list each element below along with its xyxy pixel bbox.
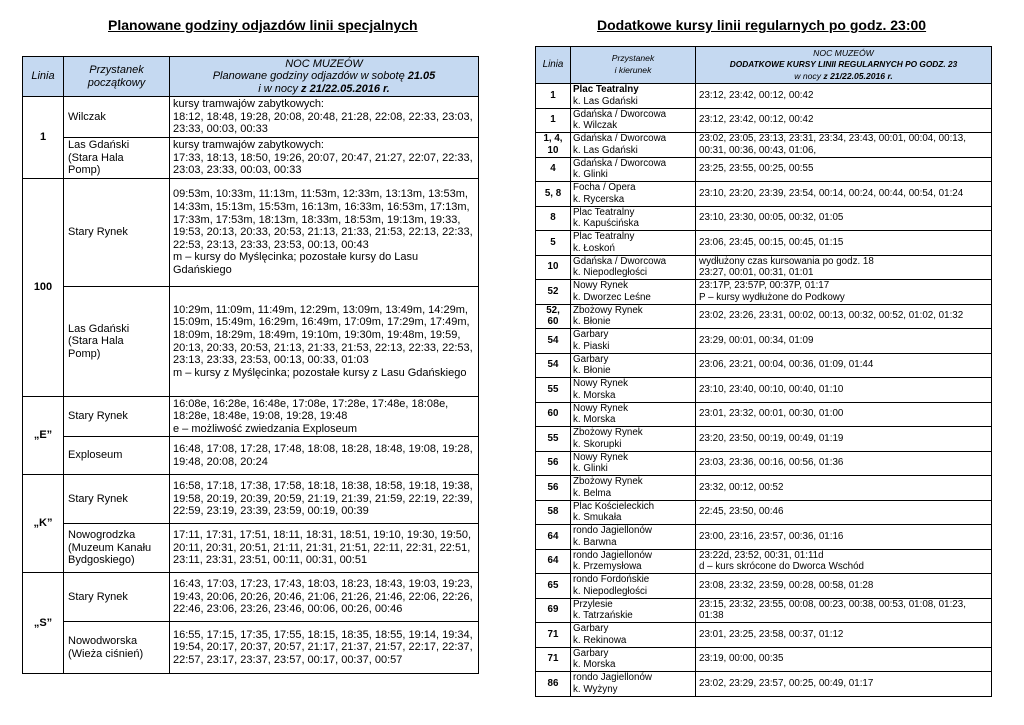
stop-direction: Garbary k. Morska (571, 647, 696, 672)
departure-times: 23:06, 23:21, 00:04, 00:36, 01:09, 01:44 (696, 353, 992, 378)
extra-course-row (536, 182, 992, 207)
start-stop: Nowogrodzka (Muzeum Kanału Bydgoskiego) (64, 524, 170, 573)
stop-direction: rondo Jagiellonów k. Wyżyny (571, 672, 696, 697)
extra-course-row (536, 451, 992, 476)
schedule-row (23, 97, 479, 138)
departure-times: 23:15, 23:32, 23:55, 00:08, 00:23, 00:38, 00:53, 01:08, 01:23, 01:38 (696, 598, 992, 623)
extra-course-row (536, 623, 992, 648)
line-number: 52 (536, 280, 571, 305)
stop-direction: Zbożowy Rynek k. Skorupki (571, 427, 696, 452)
extra-course-row (536, 574, 992, 599)
extra-course-row (536, 157, 992, 182)
line-number: 54 (536, 329, 571, 354)
stop-direction: Przylesie k. Tatrzańskie (571, 598, 696, 623)
line-number: 55 (536, 427, 571, 452)
departure-times: 23:00, 23:16, 23:57, 00:36, 01:16 (696, 525, 992, 550)
line-number: 65 (536, 574, 571, 599)
departure-times: 23:06, 23:45, 00:15, 00:45, 01:15 (696, 231, 992, 256)
regular-lines-table (535, 46, 992, 697)
right-header-times-l3: w nocy z 21/22.05.2016 r. (794, 70, 893, 81)
line-number: 86 (536, 672, 571, 697)
stop-name: Plac Teatralny (573, 84, 639, 96)
extra-course-row (536, 647, 992, 672)
start-stop: Las Gdański (Stara Hala Pomp) (64, 287, 170, 397)
departure-times: kursy tramwajów zabytkowych: 17:33, 18:13, 18:50, 19:26, 20:07, 20:47, 21:27, 22:07, 22:33, 23:03, 23:33, 00:03, 00:33 (170, 138, 479, 179)
stop-direction: Gdańska / Dworcowa k. Wilczak (571, 108, 696, 133)
schedule-row (23, 573, 479, 622)
extra-course-row (536, 206, 992, 231)
stop-direction: Nowy Rynek k. Morska (571, 378, 696, 403)
extra-course-row (536, 427, 992, 452)
stop-direction (571, 84, 696, 109)
stop-direction: Gdańska / Dworcowa k. Niepodległości (571, 255, 696, 280)
line-number: 1 (536, 108, 571, 133)
schedule-row (23, 524, 479, 573)
schedule-row (23, 437, 479, 475)
departure-times: 23:01, 23:32, 00:01, 00:30, 01:00 (696, 402, 992, 427)
start-stop: Exploseum (64, 437, 170, 475)
line-number: „E” (23, 397, 64, 475)
schedule-row (23, 397, 479, 437)
line-number: 69 (536, 598, 571, 623)
right-header-stop: Przystanek i kierunek (571, 47, 696, 84)
departure-times: 23:19, 00:00, 00:35 (696, 647, 992, 672)
schedule-row (23, 287, 479, 397)
line-number: „K” (23, 475, 64, 573)
departure-times: 23:02, 23:29, 23:57, 00:25, 00:49, 01:17 (696, 672, 992, 697)
extra-course-row (536, 353, 992, 378)
line-number: 54 (536, 353, 571, 378)
departure-times: 16:48, 17:08, 17:28, 17:48, 18:08, 18:28, 18:48, 19:08, 19:28, 19:48, 20:08, 20:24 (170, 437, 479, 475)
departure-times: 23:32, 00:12, 00:52 (696, 476, 992, 501)
start-stop: Stary Rynek (64, 397, 170, 437)
line-number: 1, 4, 10 (536, 133, 571, 158)
right-header-line: Linia (536, 47, 571, 84)
stop-direction: rondo Jagiellonów k. Barwna (571, 525, 696, 550)
line-number: 64 (536, 549, 571, 574)
extra-course-row (536, 476, 992, 501)
line-number: 1 (23, 97, 64, 179)
right-header-times (696, 47, 992, 84)
extra-course-row (536, 84, 992, 109)
stop-direction: Garbary k. Rekinowa (571, 623, 696, 648)
stop-direction: Plac Kościeleckich k. Smukała (571, 500, 696, 525)
stop-direction: Gdańska / Dworcowa k. Las Gdański (571, 133, 696, 158)
departure-times: 22:45, 23:50, 00:46 (696, 500, 992, 525)
line-number: 4 (536, 157, 571, 182)
right-page-title: Dodatkowe kursy linii regularnych po godz. 23:00 (597, 17, 927, 33)
extra-course-row (536, 304, 992, 329)
departure-times: 23:12, 23:42, 00:12, 00:42 (696, 84, 992, 109)
extra-course-row (536, 549, 992, 574)
line-number: 8 (536, 206, 571, 231)
start-stop: Wilczak (64, 97, 170, 138)
departure-times: kursy tramwajów zabytkowych: 18:12, 18:48, 19:28, 20:08, 20:48, 21:28, 22:08, 22:33, 23:03, 23:33, 00:03, 00:33 (170, 97, 479, 138)
start-stop: Stary Rynek (64, 573, 170, 622)
schedule-row (23, 179, 479, 287)
left-page-title: Planowane godziny odjazdów linii specjalnych (108, 17, 418, 33)
left-header-line: Linia (23, 57, 64, 97)
departure-times: 23:08, 23:32, 23:59, 00:28, 00:58, 01:28 (696, 574, 992, 599)
stop-direction: Plac Teatralny k. Łoskoń (571, 231, 696, 256)
stop-direction: rondo Fordońskie k. Niepodległości (571, 574, 696, 599)
stop-direction: Zbożowy Rynek k. Błonie (571, 304, 696, 329)
departure-times: 16:43, 17:03, 17:23, 17:43, 18:03, 18:23, 18:43, 19:03, 19:23, 19:43, 20:06, 20:26, 20:46, 21:06, 21:26, 21:46, 22:06, 22:26, 22:46, 23:06, 23:26, 23:46, 00:06, 00:26, 00:46 (170, 573, 479, 622)
departure-times: 23:25, 23:55, 00:25, 00:55 (696, 157, 992, 182)
departure-times: 23:02, 23:05, 23:13, 23:31, 23:34, 23:43, 00:01, 00:04, 00:13, 00:31, 00:36, 00:43, 01:06, (696, 133, 992, 158)
schedule-row (23, 138, 479, 179)
line-number: 10 (536, 255, 571, 280)
stop-direction: Garbary k. Błonie (571, 353, 696, 378)
departure-times: 23:10, 23:30, 00:05, 00:32, 01:05 (696, 206, 992, 231)
extra-course-row (536, 500, 992, 525)
stop-direction: Plac Teatralny k. Kapuścińska (571, 206, 696, 231)
extra-course-row (536, 525, 992, 550)
departure-times: 09:53m, 10:33m, 11:13m, 11:53m, 12:33m, 13:13m, 13:53m, 14:33m, 15:13m, 15:53m, 16:13m, 16:33m, 16:53m, 17:13m, 17:33m, 17:53m, 18:13m, 18:33m, 18:53m, 19:13m, 19:33, 19:53, 20:13, 20:33, 20:53, 21:13, 21:33, 21:53, 22:13, 22:33, 22:53, 23:13, 23:33, 23:53, 00:13, 00:43 m – kursy do Myślęcinka; pozostałe kursy do Lasu Gdańskiego (170, 179, 479, 287)
extra-course-row (536, 280, 992, 305)
right-header-row (536, 47, 992, 84)
start-stop: Nowodworska (Wieża ciśnień) (64, 622, 170, 674)
left-header-times-l1: NOC MUZEÓW (285, 57, 363, 70)
departure-times: 23:22d, 23:52, 00:31, 01:11d d – kurs skrócone do Dworca Wschód (696, 549, 992, 574)
stop-direction: rondo Jagiellonów k. Przemysłowa (571, 549, 696, 574)
extra-course-row (536, 255, 992, 280)
line-number: 64 (536, 525, 571, 550)
extra-course-row (536, 133, 992, 158)
left-header-times (170, 57, 479, 97)
left-header-times-l3: i w nocy z 21/22.05.2016 r. (258, 82, 390, 95)
extra-course-row (536, 378, 992, 403)
line-number: 56 (536, 476, 571, 501)
extra-course-row (536, 598, 992, 623)
extra-course-row (536, 402, 992, 427)
line-number: „S” (23, 573, 64, 674)
departure-times: 23:29, 00:01, 00:34, 01:09 (696, 329, 992, 354)
departure-times: 17:11, 17:31, 17:51, 18:11, 18:31, 18:51, 19:10, 19:30, 19:50, 20:11, 20:31, 20:51, 21:11, 21:31, 21:51, 22:11, 22:31, 22:51, 23:11, 23:31, 23:51, 00:11, 00:31, 00:51 (170, 524, 479, 573)
stop-direction: Nowy Rynek k. Glinki (571, 451, 696, 476)
left-header-times-l2: Planowane godziny odjazdów w sobotę 21.05 (212, 70, 436, 83)
line-number: 52, 60 (536, 304, 571, 329)
line-number: 60 (536, 402, 571, 427)
line-number: 71 (536, 647, 571, 672)
departure-times: 23:02, 23:26, 23:31, 00:02, 00:13, 00:32, 00:52, 01:02, 01:32 (696, 304, 992, 329)
departure-times: wydłużony czas kursowania po godz. 18 23:27, 00:01, 00:31, 01:01 (696, 255, 992, 280)
departure-times: 23:01, 23:25, 23:58, 00:37, 01:12 (696, 623, 992, 648)
special-lines-table (22, 56, 479, 674)
extra-course-row (536, 329, 992, 354)
stop-direction: Garbary k. Piaski (571, 329, 696, 354)
departure-times: 23:12, 23:42, 00:12, 00:42 (696, 108, 992, 133)
line-number: 1 (536, 84, 571, 109)
departure-times: 23:20, 23:50, 00:19, 00:49, 01:19 (696, 427, 992, 452)
stop-direction: Gdańska / Dworcowa k. Glinki (571, 157, 696, 182)
line-number: 100 (23, 179, 64, 397)
schedule-row (23, 622, 479, 674)
extra-course-row (536, 231, 992, 256)
stop-direction: Zbożowy Rynek k. Belma (571, 476, 696, 501)
line-number: 55 (536, 378, 571, 403)
start-stop: Las Gdański (Stara Hala Pomp) (64, 138, 170, 179)
line-number: 58 (536, 500, 571, 525)
start-stop: Stary Rynek (64, 179, 170, 287)
stop-direction: Nowy Rynek k. Morska (571, 402, 696, 427)
extra-course-row (536, 108, 992, 133)
departure-times: 10:29m, 11:09m, 11:49m, 12:29m, 13:09m, 13:49m, 14:29m, 15:09m, 15:49m, 16:29m, 16:49m, 17:09m, 17:29m, 17:49m, 18:09m, 18:29m, 18:49m, 19:10m, 19:30m, 19:48m, 19:59, 20:13, 20:33, 20:53, 21:13, 21:33, 21:53, 22:13, 22:33, 22:53, 23:13, 23:33, 23:53, 00:13, 00:33, 01:03 m – kursy z Myślęcinka; pozostałe kursy z Lasu Gdańskiego (170, 287, 479, 397)
left-header-row (23, 57, 479, 97)
line-number: 71 (536, 623, 571, 648)
right-header-times-l1: NOC MUZEÓW (813, 47, 874, 58)
departure-times: 16:55, 17:15, 17:35, 17:55, 18:15, 18:35, 18:55, 19:14, 19:34, 19:54, 20:17, 20:37, 20:57, 21:17, 21:37, 21:57, 22:17, 22:37, 22:57, 23:17, 23:37, 23:57, 00:17, 00:37, 00:57 (170, 622, 479, 674)
line-number: 5 (536, 231, 571, 256)
stop-direction: Focha / Opera k. Rycerska (571, 182, 696, 207)
departure-times: 16:58, 17:18, 17:38, 17:58, 18:18, 18:38, 18:58, 19:18, 19:38, 19:58, 20:19, 20:39, 20:59, 21:19, 21:39, 21:59, 22:19, 22:39, 22:59, 23:19, 23:39, 23:59, 00:19, 00:39 (170, 475, 479, 524)
departure-times: 23:17P, 23:57P, 00:37P, 01:17 P – kursy wydłużone do Podkowy (696, 280, 992, 305)
departure-times: 23:10, 23:40, 00:10, 00:40, 01:10 (696, 378, 992, 403)
schedule-row (23, 475, 479, 524)
departure-times: 23:10, 23:20, 23:39, 23:54, 00:14, 00:24, 00:44, 00:54, 01:24 (696, 182, 992, 207)
left-header-stop: Przystanek początkowy (64, 57, 170, 97)
line-number: 5, 8 (536, 182, 571, 207)
departure-times: 16:08e, 16:28e, 16:48e, 17:08e, 17:28e, 17:48e, 18:08e, 18:28e, 18:48e, 19:08, 19:28, 19:48 e – możliwość zwiedzania Exploseum (170, 397, 479, 437)
start-stop: Stary Rynek (64, 475, 170, 524)
stop-direction: Nowy Rynek k. Dworzec Leśne (571, 280, 696, 305)
departure-times: 23:03, 23:36, 00:16, 00:56, 01:36 (696, 451, 992, 476)
line-number: 56 (536, 451, 571, 476)
right-header-times-l2: DODATKOWE KURSY LINII REGULARNYCH PO GODZ. 23 (729, 59, 958, 70)
extra-course-row (536, 672, 992, 697)
stop-direction-text: k. Las Gdański (573, 95, 638, 107)
